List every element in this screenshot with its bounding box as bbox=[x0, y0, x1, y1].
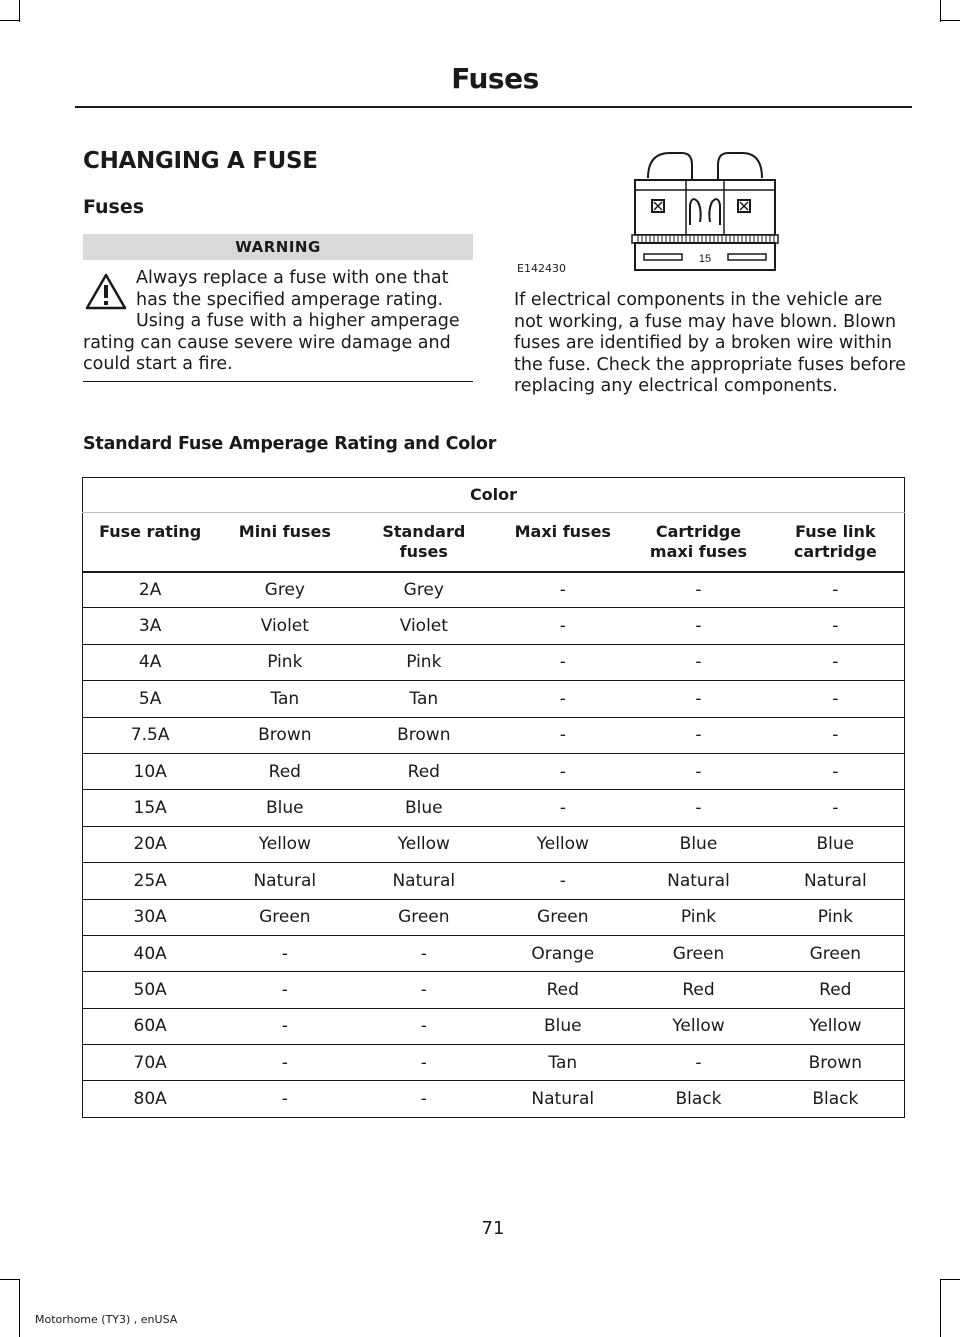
table-row bbox=[83, 717, 905, 753]
fuse-color-cell: Blue bbox=[495, 1008, 630, 1044]
table-row bbox=[83, 899, 905, 935]
fuse-color-cell: Natural bbox=[767, 863, 905, 899]
fuse-color-cell: Natural bbox=[352, 863, 495, 899]
fuse-color-cell: Pink bbox=[352, 644, 495, 680]
fuse-color-cell: - bbox=[767, 644, 905, 680]
fuse-color-cell: Black bbox=[767, 1081, 905, 1117]
fuse-rating-cell: 5A bbox=[83, 681, 218, 717]
fuse-rating-cell: 70A bbox=[83, 1045, 218, 1081]
fuse-color-cell: Yellow bbox=[630, 1008, 766, 1044]
section-subtitle: Fuses bbox=[83, 196, 145, 218]
crop-mark bbox=[19, 0, 20, 22]
fuse-rating-cell: 15A bbox=[83, 790, 218, 826]
table-row bbox=[83, 863, 905, 899]
fuse-color-cell: Blue bbox=[217, 790, 352, 826]
fuse-rating-cell: 80A bbox=[83, 1081, 218, 1117]
fuse-color-table bbox=[82, 477, 905, 1118]
fuse-color-cell: - bbox=[767, 608, 905, 644]
fuse-color-cell: - bbox=[630, 608, 766, 644]
fuse-color-cell: Red bbox=[630, 972, 766, 1008]
fuse-color-cell: - bbox=[217, 972, 352, 1008]
fuse-color-cell: Brown bbox=[767, 1045, 905, 1081]
fuse-color-cell: Blue bbox=[352, 790, 495, 826]
fuse-color-cell: Tan bbox=[352, 681, 495, 717]
fuse-rating-cell: 25A bbox=[83, 863, 218, 899]
fuse-color-cell: Natural bbox=[630, 863, 766, 899]
crop-mark bbox=[940, 1279, 941, 1337]
warning-text bbox=[83, 268, 475, 378]
fuse-color-cell: - bbox=[495, 863, 630, 899]
table-row bbox=[83, 1045, 905, 1081]
fuse-color-cell: - bbox=[352, 935, 495, 971]
fuse-color-cell: Pink bbox=[767, 899, 905, 935]
fuse-color-cell: - bbox=[217, 1081, 352, 1117]
fuse-color-cell: Pink bbox=[217, 644, 352, 680]
fuse-color-cell: Red bbox=[217, 753, 352, 789]
fuse-color-cell: - bbox=[495, 753, 630, 789]
fuse-rating-cell: 3A bbox=[83, 608, 218, 644]
fuse-color-cell: - bbox=[217, 1045, 352, 1081]
fuse-color-cell: Red bbox=[767, 972, 905, 1008]
fuse-color-cell: Green bbox=[630, 935, 766, 971]
table-row bbox=[83, 608, 905, 644]
table-row bbox=[83, 1008, 905, 1044]
crop-mark bbox=[940, 0, 941, 22]
header-divider bbox=[75, 106, 912, 108]
warning-divider bbox=[83, 381, 473, 382]
column-header: Cartridge maxi fuses bbox=[630, 513, 766, 572]
fuse-color-cell: - bbox=[630, 1045, 766, 1081]
fuse-color-cell: Brown bbox=[217, 717, 352, 753]
fuse-color-cell: - bbox=[217, 1008, 352, 1044]
page-header-title: Fuses bbox=[451, 62, 539, 95]
table-heading: Standard Fuse Amperage Rating and Color bbox=[83, 434, 497, 454]
table-header-row bbox=[83, 513, 905, 572]
fuse-rating-cell: 30A bbox=[83, 899, 218, 935]
fuse-color-cell: Yellow bbox=[352, 826, 495, 862]
table-row bbox=[83, 753, 905, 789]
warning-line: Always replace a fuse with one that bbox=[136, 268, 449, 288]
fuse-color-cell: Red bbox=[352, 753, 495, 789]
fuse-rating-label: 15 bbox=[698, 253, 712, 265]
fuse-color-cell: - bbox=[495, 790, 630, 826]
fuse-color-cell: Grey bbox=[217, 572, 352, 608]
fuse-color-cell: - bbox=[495, 572, 630, 608]
page-number: 71 bbox=[481, 1218, 505, 1239]
fuse-rating-cell: 20A bbox=[83, 826, 218, 862]
warning-line: rating can cause severe wire damage and bbox=[83, 332, 451, 353]
table-row bbox=[83, 935, 905, 971]
fuse-color-cell: Yellow bbox=[767, 1008, 905, 1044]
section-title: CHANGING A FUSE bbox=[83, 148, 318, 174]
fuse-color-cell: - bbox=[495, 681, 630, 717]
body-paragraph: If electrical components in the vehicle are not working, a fuse may have blown. Blown fuses are identified by a broken wire within the fuse. Check the appropriate fuses before replacing any electrical components. bbox=[514, 290, 906, 396]
fuse-color-cell: Tan bbox=[217, 681, 352, 717]
fuse-color-cell: - bbox=[630, 572, 766, 608]
fuse-color-cell: Red bbox=[495, 972, 630, 1008]
crop-mark bbox=[941, 20, 960, 21]
fuse-color-cell: Grey bbox=[352, 572, 495, 608]
column-header: Maxi fuses bbox=[495, 513, 630, 572]
crop-mark bbox=[0, 1279, 19, 1280]
fuse-color-cell: Natural bbox=[495, 1081, 630, 1117]
table-group-header: Color bbox=[83, 478, 905, 513]
table-row bbox=[83, 644, 905, 680]
column-header: Fuse link cartridge bbox=[767, 513, 905, 572]
crop-mark bbox=[0, 20, 19, 21]
fuse-color-cell: - bbox=[767, 572, 905, 608]
fuse-color-cell: Orange bbox=[495, 935, 630, 971]
fuse-color-cell: Yellow bbox=[217, 826, 352, 862]
fuse-color-cell: Violet bbox=[352, 608, 495, 644]
fuse-color-cell: - bbox=[217, 935, 352, 971]
footer-doc-info: Motorhome (TY3) , enUSA bbox=[35, 1313, 178, 1326]
column-header: Mini fuses bbox=[217, 513, 352, 572]
fuse-color-cell: Brown bbox=[352, 717, 495, 753]
table-row bbox=[83, 790, 905, 826]
fuse-color-cell: - bbox=[767, 753, 905, 789]
fuse-color-cell: Green bbox=[767, 935, 905, 971]
crop-mark bbox=[19, 1279, 20, 1337]
illustration-code: E142430 bbox=[517, 262, 566, 275]
fuse-color-cell: - bbox=[495, 608, 630, 644]
fuse-rating-cell: 10A bbox=[83, 753, 218, 789]
fuse-color-cell: Yellow bbox=[495, 826, 630, 862]
fuse-color-cell: - bbox=[767, 717, 905, 753]
fuse-color-cell: - bbox=[630, 753, 766, 789]
column-header: Fuse rating bbox=[83, 513, 218, 572]
fuse-color-cell: - bbox=[630, 681, 766, 717]
column-header: Standard fuses bbox=[352, 513, 495, 572]
fuse-color-cell: - bbox=[767, 681, 905, 717]
fuse-color-cell: - bbox=[767, 790, 905, 826]
fuse-color-cell: Green bbox=[217, 899, 352, 935]
fuse-color-cell: Green bbox=[352, 899, 495, 935]
fuse-color-cell: Blue bbox=[767, 826, 905, 862]
warning-line: has the specified amperage rating. bbox=[136, 289, 444, 310]
fuse-color-cell: Tan bbox=[495, 1045, 630, 1081]
fuse-color-cell: - bbox=[495, 644, 630, 680]
fuse-color-cell: - bbox=[630, 644, 766, 680]
fuse-color-cell: - bbox=[352, 1045, 495, 1081]
fuse-rating-cell: 60A bbox=[83, 1008, 218, 1044]
fuse-color-cell: - bbox=[630, 790, 766, 826]
warning-label: WARNING bbox=[83, 234, 473, 260]
fuse-color-cell: Violet bbox=[217, 608, 352, 644]
table-row bbox=[83, 826, 905, 862]
fuse-color-cell: - bbox=[630, 717, 766, 753]
fuse-color-cell: Pink bbox=[630, 899, 766, 935]
warning-line: could start a fire. bbox=[83, 354, 233, 374]
fuse-rating-cell: 50A bbox=[83, 972, 218, 1008]
table-row bbox=[83, 972, 905, 1008]
crop-mark bbox=[941, 1279, 960, 1280]
table-row bbox=[83, 1081, 905, 1117]
fuse-rating-cell: 7.5A bbox=[83, 717, 218, 753]
fuse-rating-cell: 2A bbox=[83, 572, 218, 608]
fuse-color-cell: Natural bbox=[217, 863, 352, 899]
fuse-rating-cell: 4A bbox=[83, 644, 218, 680]
warning-line: Using a fuse with a higher amperage bbox=[136, 311, 460, 331]
fuse-color-cell: - bbox=[352, 1008, 495, 1044]
fuse-color-cell: - bbox=[495, 717, 630, 753]
fuse-color-cell: - bbox=[352, 972, 495, 1008]
blade-fuse-illustration bbox=[630, 150, 780, 275]
fuse-color-cell: Green bbox=[495, 899, 630, 935]
table-row bbox=[83, 681, 905, 717]
table-row bbox=[83, 572, 905, 608]
fuse-rating-cell: 40A bbox=[83, 935, 218, 971]
fuse-color-cell: Blue bbox=[630, 826, 766, 862]
fuse-color-cell: Black bbox=[630, 1081, 766, 1117]
fuse-color-cell: - bbox=[352, 1081, 495, 1117]
